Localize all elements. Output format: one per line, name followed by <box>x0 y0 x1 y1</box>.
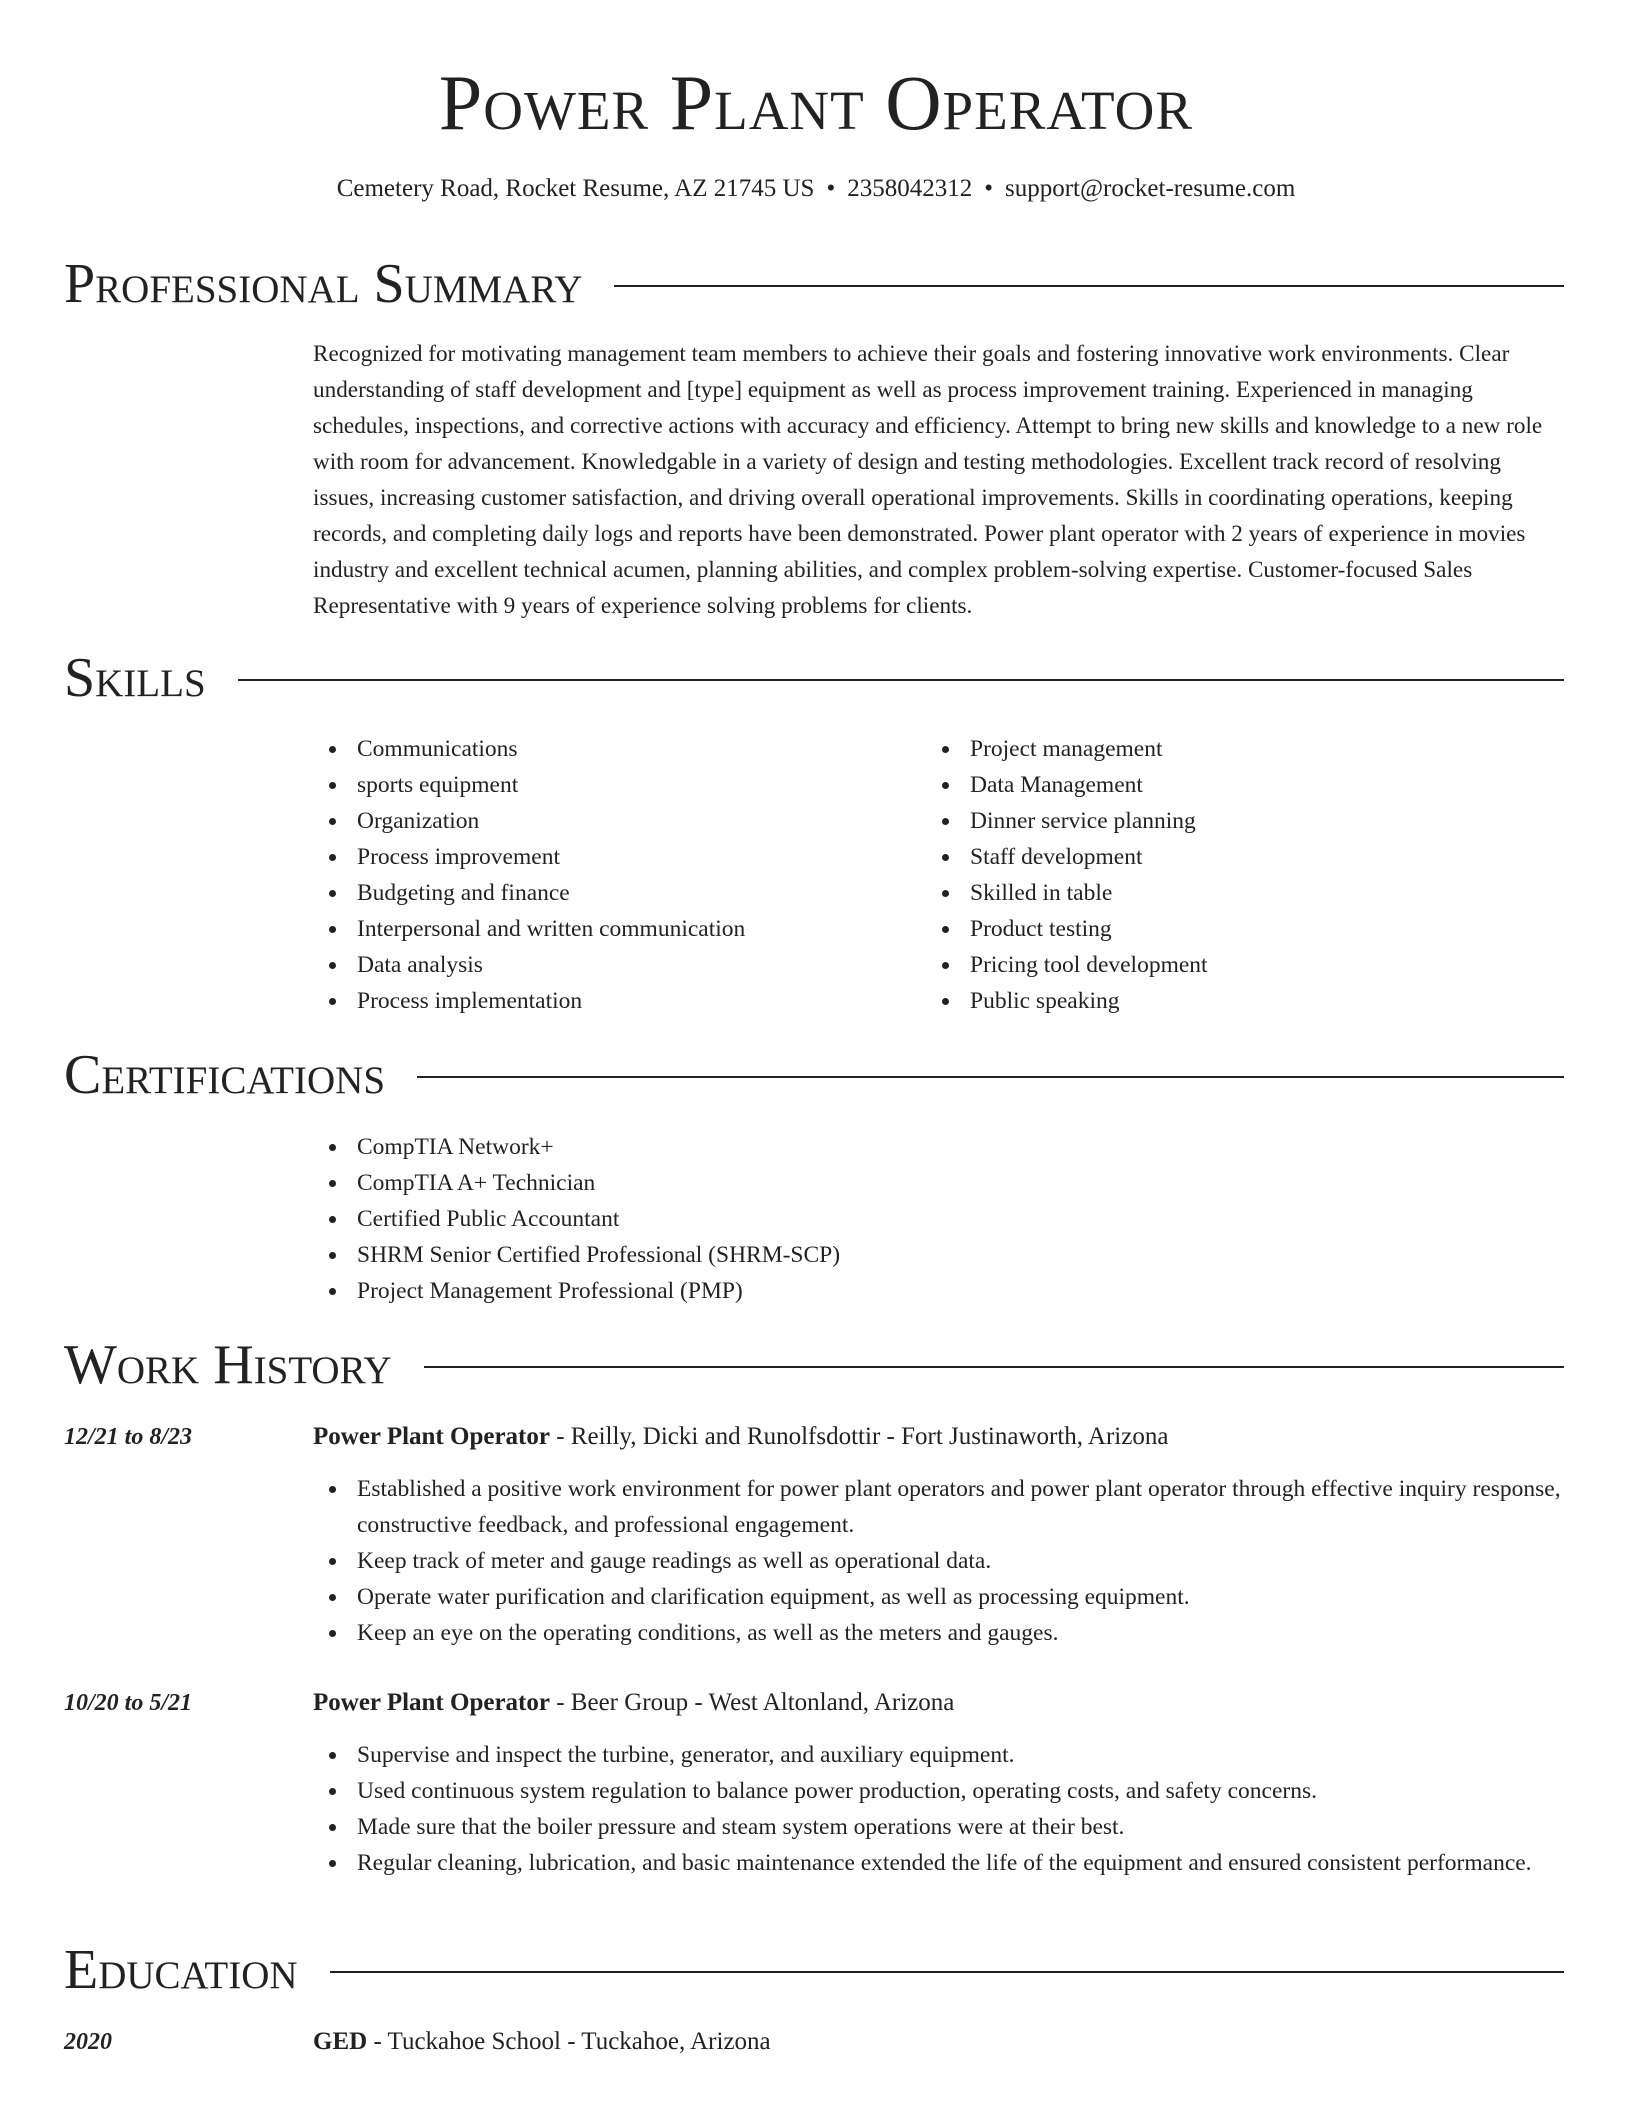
job-bullet-list <box>313 1471 1563 1651</box>
skills-list-right <box>926 731 1526 1019</box>
section-work-history <box>64 1333 1568 1397</box>
job-bullet-list <box>313 1737 1563 1881</box>
skill-item: Communications <box>313 731 913 767</box>
skill-item: Organization <box>313 803 913 839</box>
section-skills <box>64 646 1568 710</box>
skill-item: Skilled in table <box>926 875 1526 911</box>
job-bullet: Keep an eye on the operating conditions, as well as the meters and gauges. <box>313 1615 1563 1651</box>
job-role: Power Plant Operator <box>313 1689 550 1716</box>
section-divider <box>238 679 1564 681</box>
section-divider <box>417 1076 1564 1078</box>
section-divider <box>330 1971 1564 1973</box>
education-degree: GED <box>313 2028 368 2055</box>
job-details: - Reilly, Dicki and Runolfsdottir - Fort Justinaworth, Arizona <box>549 1423 1169 1450</box>
contact-separator: • <box>826 175 836 202</box>
job-bullet: Used continuous system regulation to balance power production, operating costs, and safety concerns. <box>313 1773 1563 1809</box>
contact-phone: 2358042312 <box>847 175 973 202</box>
job-heading <box>313 1685 954 1721</box>
skill-item: Budgeting and finance <box>313 875 913 911</box>
skill-item: Data Management <box>926 767 1526 803</box>
skill-item: Process improvement <box>313 839 913 875</box>
job-details: - Beer Group - West Altonland, Arizona <box>549 1689 955 1716</box>
certifications-list <box>313 1129 1313 1309</box>
contact-email: support@rocket-resume.com <box>1004 175 1296 202</box>
skills-list-left <box>313 731 913 1019</box>
job-bullet: Regular cleaning, lubrication, and basic maintenance extended the life of the equipment and ensured consistent performance. <box>313 1845 1563 1881</box>
skill-item: Product testing <box>926 911 1526 947</box>
summary-text: Recognized for motivating management team members to achieve their goals and fostering innovative work environments. Clear understanding of staff development and [type] equipment as well as process improvement training. Experienced in managing schedules, inspections, and corrective actions with accuracy and efficiency. Attempt to bring new skills and knowledge to a new role with room for advancement. Knowledgable in a variety of design and testing methodologies. Excellent track record of resolving issues, increasing customer satisfaction, and driving overall operational improvements. Skills in coordinating operations, keeping records, and completing daily logs and reports have been demonstrated. Power plant operator with 2 years of experience in movies industry and excellent technical acumen, planning abilities, and complex problem-solving expertise. Customer-focused Sales Representative with 9 years of experience solving problems for clients. <box>313 341 1543 619</box>
section-education <box>64 1938 1568 2002</box>
job-heading <box>313 1419 1168 1455</box>
certification-item: Project Management Professional (PMP) <box>313 1273 1313 1309</box>
job-bullet: Operate water purification and clarification equipment, as well as processing equipment. <box>313 1579 1563 1615</box>
section-divider <box>424 1366 1564 1368</box>
section-title: Skills <box>64 647 206 709</box>
certification-item: CompTIA Network+ <box>313 1129 1313 1165</box>
skill-item: Pricing tool development <box>926 947 1526 983</box>
section-title: Certifications <box>64 1044 386 1106</box>
section-professional-summary <box>64 252 1568 316</box>
resume-name: Power Plant Operator <box>438 59 1194 146</box>
section-title: Work History <box>64 1334 392 1396</box>
certification-item: Certified Public Accountant <box>313 1201 1313 1237</box>
certification-item: SHRM Senior Certified Professional (SHRM-SCP) <box>313 1237 1313 1273</box>
skill-item: sports equipment <box>313 767 913 803</box>
skill-item: Process implementation <box>313 983 913 1019</box>
education-heading <box>313 2024 771 2060</box>
job-bullet: Keep track of meter and gauge readings as well as operational data. <box>313 1543 1563 1579</box>
skill-item: Project management <box>926 731 1526 767</box>
section-title: Professional Summary <box>64 253 583 315</box>
section-title: Education <box>64 1939 298 2001</box>
contact-line <box>0 172 1632 206</box>
contact-separator: • <box>984 175 993 202</box>
contact-address: Cemetery Road, Rocket Resume, AZ 21745 US <box>336 175 815 202</box>
skill-item: Data analysis <box>313 947 913 983</box>
job-dates: 10/20 to 5/21 <box>64 1690 193 1716</box>
education-year: 2020 <box>64 2029 112 2055</box>
skill-item: Dinner service planning <box>926 803 1526 839</box>
skill-item: Public speaking <box>926 983 1526 1019</box>
certification-item: CompTIA A+ Technician <box>313 1165 1313 1201</box>
job-dates: 12/21 to 8/23 <box>64 1424 193 1450</box>
section-divider <box>614 285 1564 287</box>
skill-item: Staff development <box>926 839 1526 875</box>
job-bullet: Supervise and inspect the turbine, generator, and auxiliary equipment. <box>313 1737 1563 1773</box>
job-bullet: Established a positive work environment for power plant operators and power plant operator through effective inquiry response, constructive feedback, and professional engagement. <box>313 1471 1563 1543</box>
job-bullet: Made sure that the boiler pressure and steam system operations were at their best. <box>313 1809 1563 1845</box>
section-certifications <box>64 1043 1568 1107</box>
skill-item: Interpersonal and written communication <box>313 911 913 947</box>
job-role: Power Plant Operator <box>313 1423 550 1450</box>
education-details: - Tuckahoe School - Tuckahoe, Arizona <box>367 2028 771 2055</box>
